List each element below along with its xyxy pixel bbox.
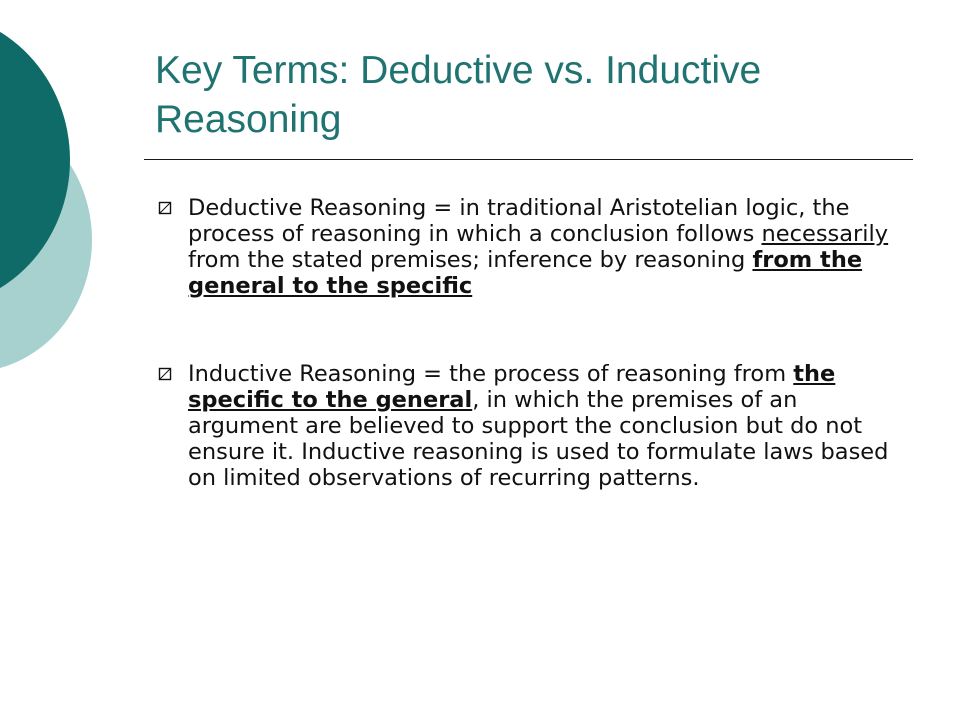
emphasis-general-to-specific: from the general to the specific — [188, 247, 863, 299]
slide-title: Key Terms: Deductive vs. Inductive Reasoning — [155, 49, 762, 141]
emphasis-specific-to-general: the specific to the general — [188, 361, 836, 413]
decorative-circles — [0, 0, 120, 400]
bullet-text: , in which the premises of an argument are believed to support the conclusion but do not ensure it. Inductive reasoning is used to formulate laws based on limited observations of recurring patterns. — [188, 387, 889, 491]
bullet-deductive-reasoning — [188, 195, 908, 299]
bullet-inductive-reasoning — [188, 361, 908, 491]
hollow-square-bullet-icon — [158, 201, 173, 216]
bullet-text: Inductive Reasoning = the process of reasoning from — [188, 361, 794, 387]
underlined-term-necessarily: necessarily — [761, 221, 889, 247]
hollow-square-bullet-icon — [158, 367, 173, 382]
bullet-text: from the stated premises; inference by reasoning — [188, 247, 753, 273]
bullet-text: Deductive Reasoning = in traditional Aristotelian logic, the process of reasoning in which a conclusion follows — [188, 195, 850, 247]
title-divider — [144, 159, 913, 160]
